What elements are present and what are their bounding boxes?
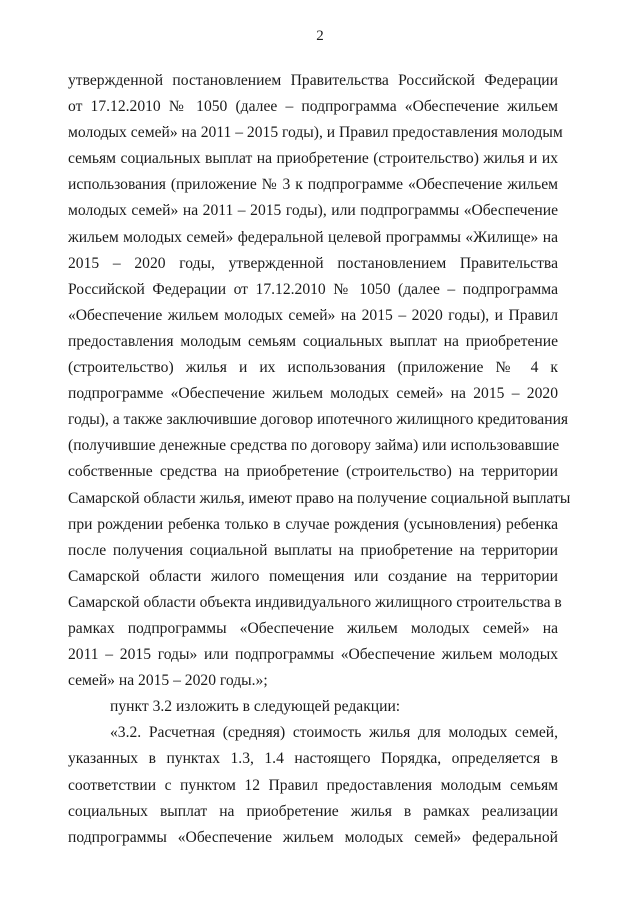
text-line: Российской Федерации от 17.12.2010 № 1050 (далее – подпрограмма — [68, 280, 558, 298]
text-line: Самарской области жилья, имеют право на получение социальной выплаты — [68, 489, 571, 507]
text-line: семьям социальных выплат на приобретение (строительство) жилья и их — [68, 150, 558, 168]
text-line: годы), а также заключившие договор ипотечного жилищного кредитования — [68, 411, 569, 429]
text-line: от 17.12.2010 № 1050 (далее – подпрограмма «Обеспечение жильем — [68, 98, 558, 116]
text-line: «Обеспечение жильем молодых семей» на 2015 – 2020 годы), и Правил — [68, 306, 558, 324]
text-line: молодых семей» на 2011 – 2015 годы), и Правил предоставления молодым — [68, 124, 563, 142]
document-body — [68, 68, 571, 851]
text-line: (строительство) жилья и их использования (приложение № 4 к — [68, 359, 558, 377]
text-line: 2011 – 2015 годы» или подпрограммы «Обеспечение жильем молодых — [68, 646, 558, 664]
text-line: Самарской области жилого помещения или создание на территории — [68, 567, 558, 585]
text-line: социальных выплат на приобретение жилья в рамках реализации — [68, 802, 558, 820]
text-line: использования (приложение № 3 к подпрограмме «Обеспечение жильем — [68, 176, 558, 194]
text-line: указанных в пунктах 1.3, 1.4 настоящего Порядка, определяется в — [68, 750, 558, 768]
text-line: предоставления молодым семьям социальных выплат на приобретение — [68, 332, 558, 350]
text-line: семей» на 2015 – 2020 годы.»; — [68, 672, 268, 690]
text-line: пункт 3.2 изложить в следующей редакции: — [110, 698, 401, 716]
text-line: жильем молодых семей» федеральной целевой программы «Жилище» на — [68, 228, 558, 246]
text-line: Самарской области объекта индивидуального жилищного строительства в — [68, 593, 562, 611]
text-line: подпрограмме «Обеспечение жильем молодых семей» на 2015 – 2020 — [68, 385, 558, 403]
text-line: (получившие денежные средства по договору займа) или использовавшие — [68, 437, 560, 455]
text-line: собственные средства на приобретение (строительство) на территории — [68, 463, 558, 481]
text-line: соответствии с пунктом 12 Правил предоставления молодым семьям — [68, 776, 558, 794]
text-line: утвержденной постановлением Правительства Российской Федерации — [68, 72, 558, 89]
text-line: рамках подпрограммы «Обеспечение жильем молодых семей» на — [68, 619, 558, 637]
text-line: 2015 – 2020 годы, утвержденной постановлением Правительства — [68, 254, 558, 272]
text-line: подпрограммы «Обеспечение жильем молодых семей» федеральной — [68, 828, 558, 846]
text-line: «3.2. Расчетная (средняя) стоимость жилья для молодых семей, — [110, 724, 558, 742]
text-line: после получения социальной выплаты на приобретение на территории — [68, 541, 558, 559]
text-line: молодых семей» на 2011 – 2015 годы), или подпрограммы «Обеспечение — [68, 202, 558, 220]
page-number: 2 — [316, 28, 324, 44]
text-line: при рождении ребенка только в случае рождения (усыновления) ребенка — [68, 515, 558, 533]
